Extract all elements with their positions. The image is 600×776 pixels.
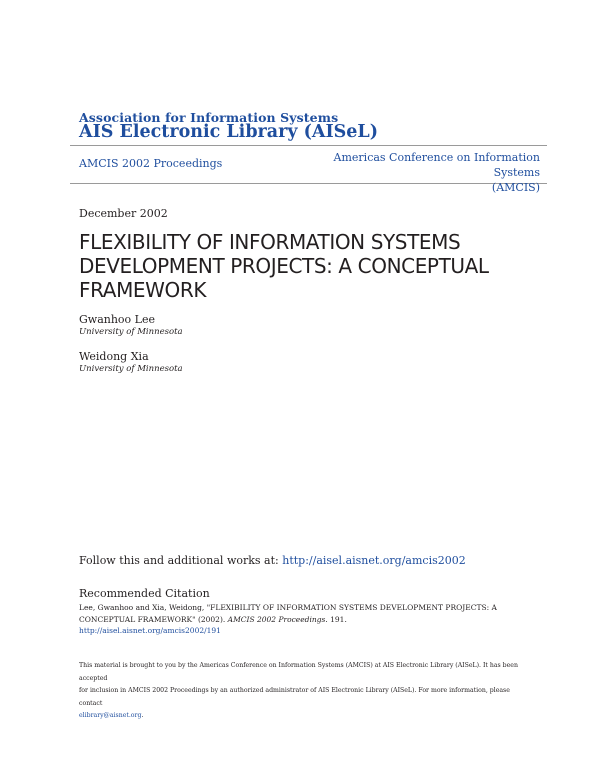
citation-block <box>79 602 529 637</box>
follow-line <box>79 554 466 567</box>
notice-line-2: for inclusion in AMCIS 2002 Proceedings by an authorized administrator of AIS Electronic Library (AISeL). For more information, please contact <box>79 687 510 707</box>
author-name: Gwanhoo Lee <box>79 313 155 326</box>
citation-url-link[interactable]: http://aisel.aisnet.org/amcis2002/191 <box>79 626 221 635</box>
access-notice <box>79 660 529 723</box>
author-affiliation: University of Minnesota <box>79 364 183 374</box>
conference-line-2: (AMCIS) <box>491 181 540 194</box>
notice-email-end: . <box>141 712 144 719</box>
conference-line-1: Americas Conference on Information Systems <box>333 151 540 179</box>
follow-text: Follow this and additional works at: <box>79 554 283 567</box>
citation-line-2 <box>79 614 529 626</box>
citation-proceedings: AMCIS 2002 Proceedings <box>227 614 326 624</box>
organization-name[interactable]: Association for Information Systems <box>79 110 339 125</box>
publication-date: December 2002 <box>79 207 168 220</box>
notice-line-3 <box>79 710 529 723</box>
library-name[interactable]: AIS Electronic Library (AISeL) <box>79 122 378 142</box>
notice-line-1: This material is brought to you by the Americas Conference on Information Systems (AMCIS) at AIS Electronic Library (AISeL). It has been accepted <box>79 662 518 682</box>
recommended-citation-heading: Recommended Citation <box>79 587 210 600</box>
citation-plain: CONCEPTUAL FRAMEWORK" (2002). <box>79 614 228 624</box>
conference-link[interactable] <box>310 150 540 195</box>
proceedings-link[interactable]: AMCIS 2002 Proceedings <box>79 157 223 170</box>
follow-url-link[interactable]: http://aisel.aisnet.org/amcis2002 <box>282 554 466 567</box>
paper-title: FLEXIBILITY OF INFORMATION SYSTEMS DEVELOPMENT PROJECTS: A CONCEPTUAL FRAMEWORK <box>79 230 489 302</box>
contact-email-link[interactable]: elibrary@aisnet.org <box>79 712 142 719</box>
citation-line-1: Lee, Gwanhoo and Xia, Weidong, "FLEXIBILITY OF INFORMATION SYSTEMS DEVELOPMENT PROJECTS: A <box>79 603 497 612</box>
author-name: Weidong Xia <box>79 350 149 363</box>
citation-end: . 191. <box>325 614 347 624</box>
author-affiliation: University of Minnesota <box>79 327 183 337</box>
